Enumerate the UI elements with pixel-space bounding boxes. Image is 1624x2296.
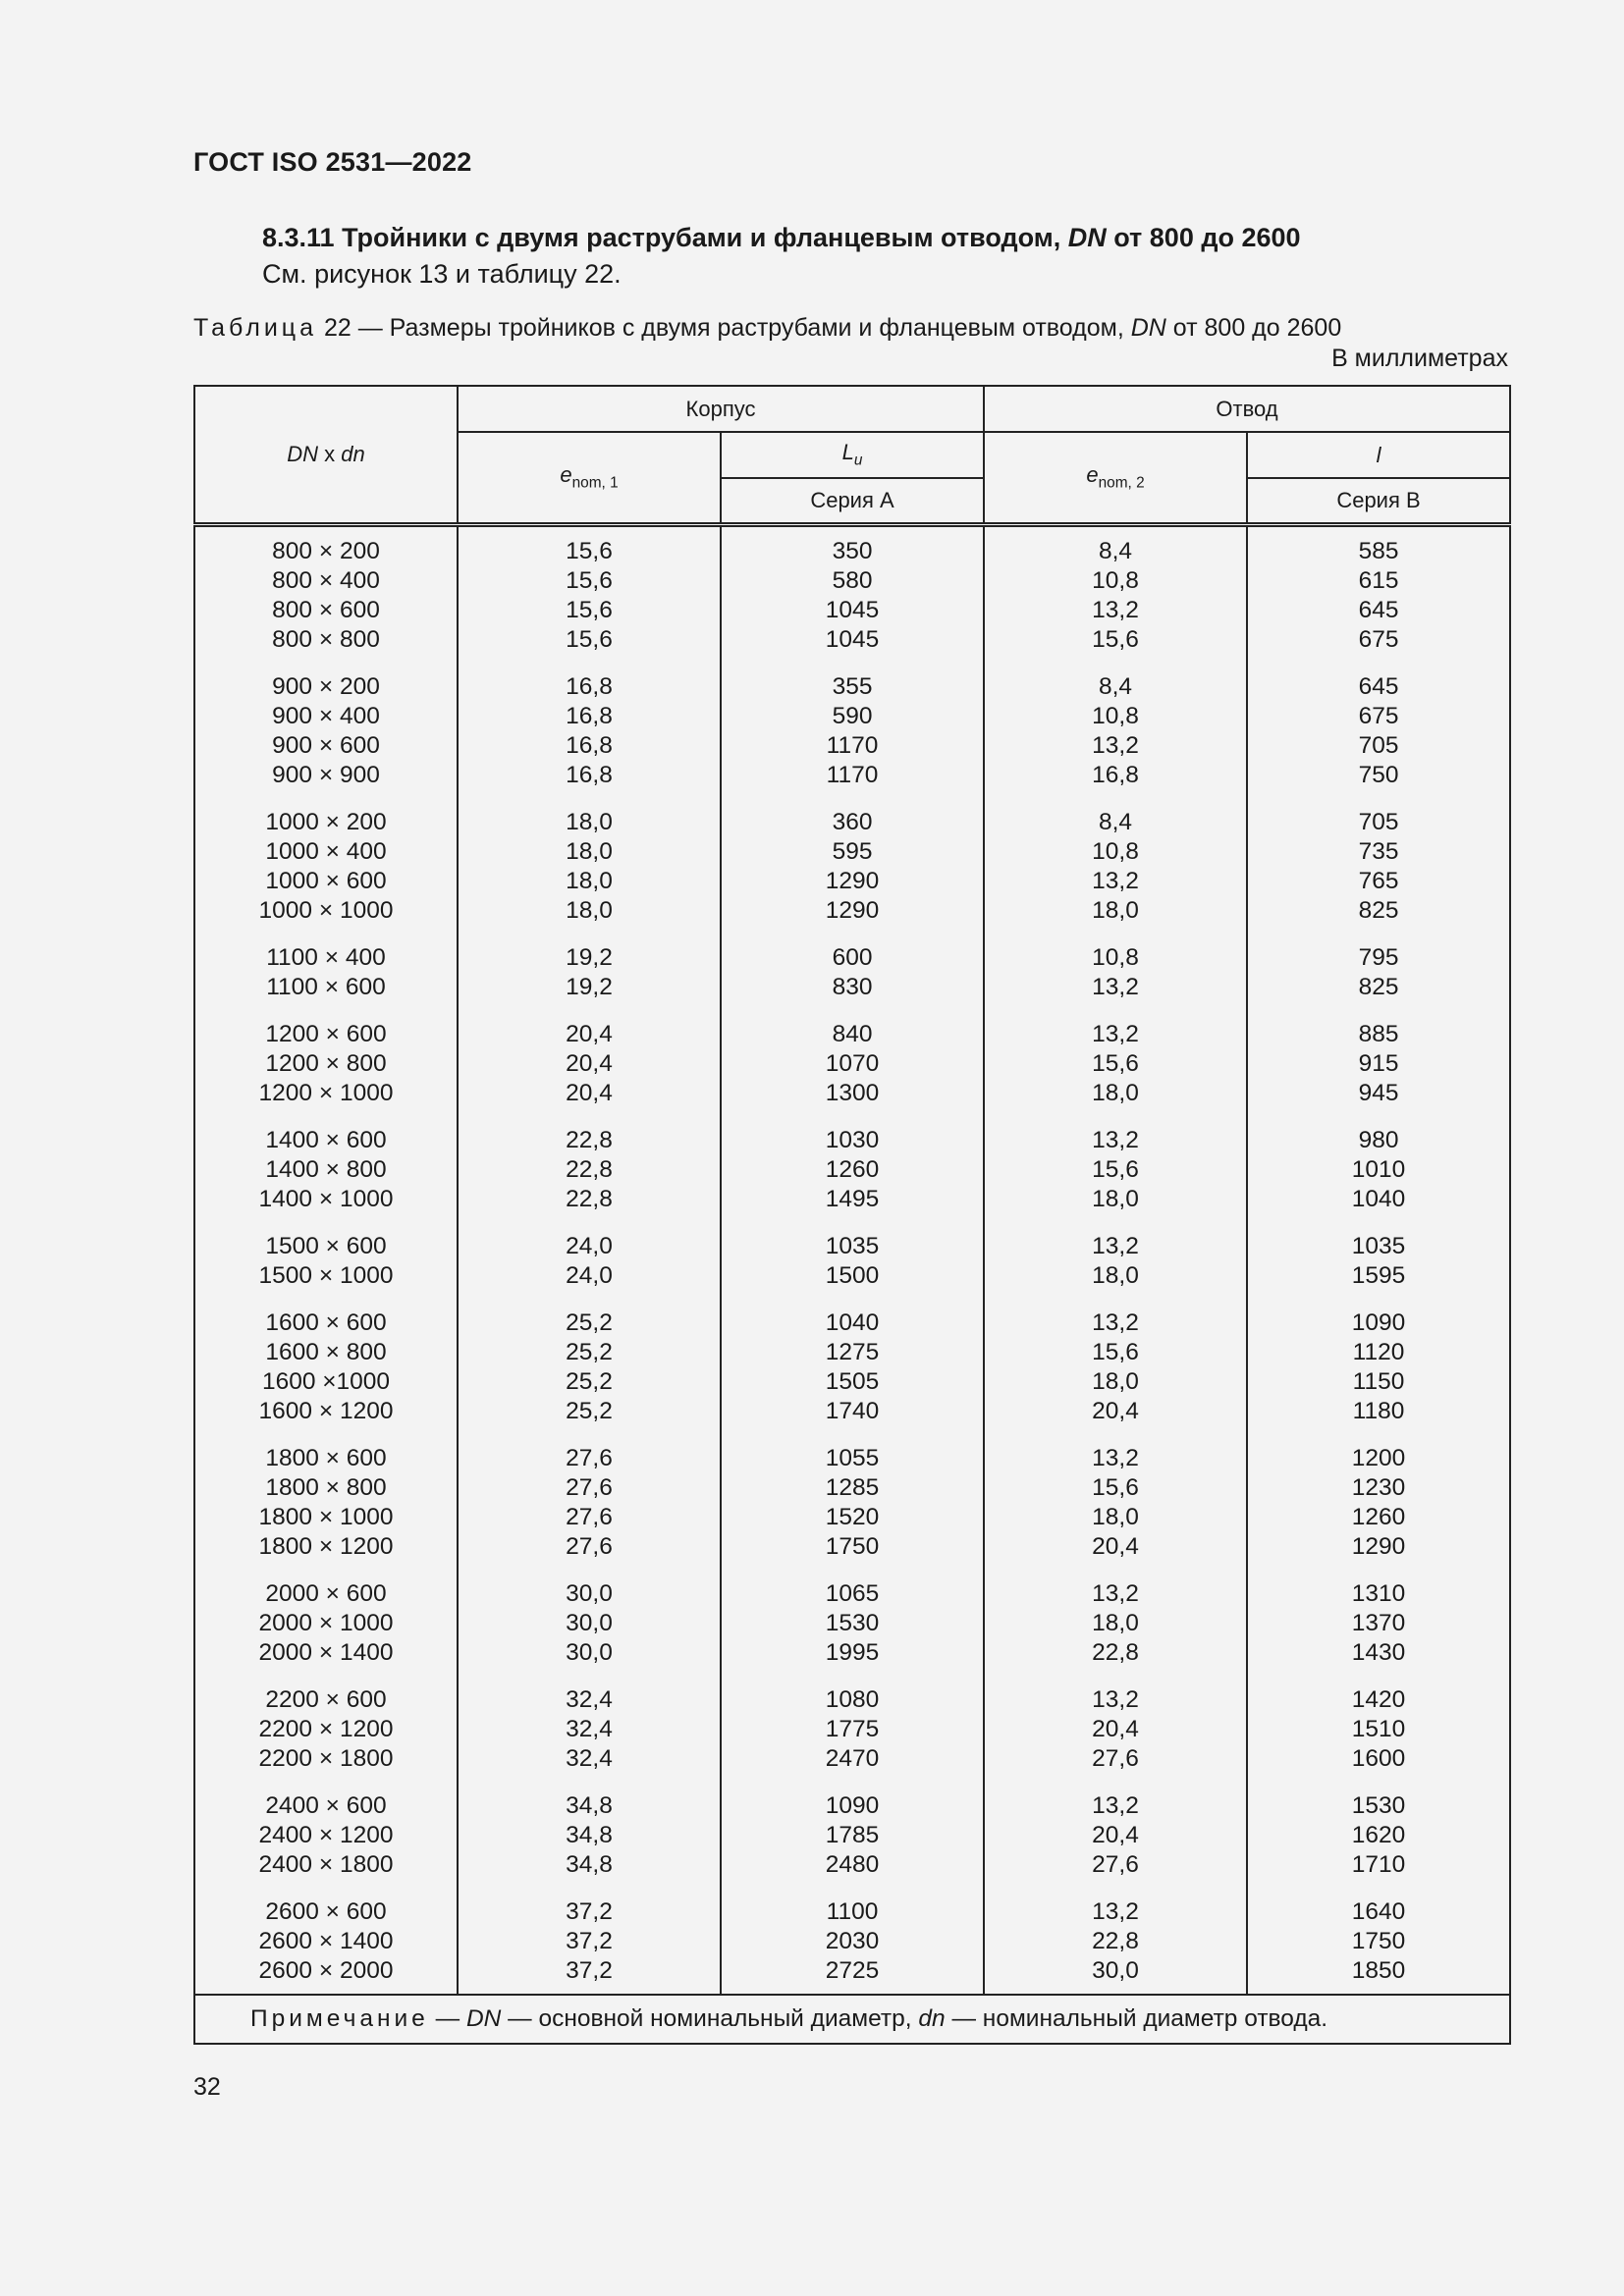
cell-lu-series-a: 840 xyxy=(721,1002,984,1049)
cell-e-nom-2: 13,2 xyxy=(984,731,1247,761)
document-header: ГОСТ ISO 2531—2022 xyxy=(193,147,472,177)
table-row xyxy=(194,702,1510,731)
cell-e-nom-1: 27,6 xyxy=(458,1426,721,1473)
cell-l-series-b: 765 xyxy=(1247,867,1510,896)
cell-e-nom-2: 13,2 xyxy=(984,1291,1247,1338)
col-group-branch: Отвод xyxy=(984,386,1510,432)
col-header-e-nom-2: $e_{nom, 2}$ xyxy=(984,432,1247,525)
cell-e-nom-1: 15,6 xyxy=(458,625,721,655)
cell-lu-series-a: 2470 xyxy=(721,1744,984,1774)
cell-dn: 900 × 400 xyxy=(194,702,458,731)
page-number: 32 xyxy=(193,2073,221,2101)
cell-l-series-b: 1260 xyxy=(1247,1503,1510,1532)
cell-l-series-b: 1200 xyxy=(1247,1426,1510,1473)
cell-dn: 1800 × 1200 xyxy=(194,1532,458,1562)
table-row xyxy=(194,1956,1510,1995)
cell-l-series-b: 1290 xyxy=(1247,1532,1510,1562)
cell-dn: 2600 × 1400 xyxy=(194,1927,458,1956)
cell-e-nom-2: 8,4 xyxy=(984,790,1247,837)
cell-dn: 1600 × 800 xyxy=(194,1338,458,1367)
table-row xyxy=(194,1338,1510,1367)
cell-e-nom-1: 32,4 xyxy=(458,1715,721,1744)
table-row xyxy=(194,1744,1510,1774)
table-row xyxy=(194,1503,1510,1532)
cell-dn: 2000 × 600 xyxy=(194,1562,458,1609)
cell-l-series-b: 1750 xyxy=(1247,1927,1510,1956)
cell-e-nom-1: 24,0 xyxy=(458,1214,721,1261)
cell-e-nom-2: 13,2 xyxy=(984,1774,1247,1821)
cell-e-nom-2: 27,6 xyxy=(984,1850,1247,1880)
cell-e-nom-2: 20,4 xyxy=(984,1715,1247,1744)
col-header-lu: $L_u$ xyxy=(721,432,984,478)
cell-l-series-b: 675 xyxy=(1247,625,1510,655)
cell-lu-series-a: 1275 xyxy=(721,1338,984,1367)
cell-e-nom-2: 20,4 xyxy=(984,1532,1247,1562)
cell-lu-series-a: 1285 xyxy=(721,1473,984,1503)
table-row xyxy=(194,761,1510,790)
cell-dn: 800 × 800 xyxy=(194,625,458,655)
cell-lu-series-a: 1750 xyxy=(721,1532,984,1562)
cell-dn: 1200 × 600 xyxy=(194,1002,458,1049)
table-row xyxy=(194,1291,1510,1338)
cell-e-nom-1: 25,2 xyxy=(458,1291,721,1338)
cell-e-nom-1: 22,8 xyxy=(458,1108,721,1155)
cell-l-series-b: 1420 xyxy=(1247,1668,1510,1715)
cell-dn: 900 × 900 xyxy=(194,761,458,790)
table-row xyxy=(194,1108,1510,1155)
col-header-series-a: Серия А xyxy=(721,478,984,525)
cell-e-nom-2: 15,6 xyxy=(984,1473,1247,1503)
cell-l-series-b: 585 xyxy=(1247,525,1510,567)
cell-e-nom-1: 16,8 xyxy=(458,655,721,702)
cell-lu-series-a: 1495 xyxy=(721,1185,984,1214)
table-row xyxy=(194,1397,1510,1426)
table-row xyxy=(194,625,1510,655)
cell-l-series-b: 915 xyxy=(1247,1049,1510,1079)
cell-e-nom-2: 13,2 xyxy=(984,1108,1247,1155)
cell-e-nom-1: 15,6 xyxy=(458,566,721,596)
table-row xyxy=(194,525,1510,567)
cell-e-nom-2: 15,6 xyxy=(984,625,1247,655)
cell-l-series-b: 1600 xyxy=(1247,1744,1510,1774)
cell-lu-series-a: 830 xyxy=(721,973,984,1002)
cell-dn: 1200 × 800 xyxy=(194,1049,458,1079)
cell-e-nom-1: 16,8 xyxy=(458,702,721,731)
cell-e-nom-1: 34,8 xyxy=(458,1774,721,1821)
cell-e-nom-2: 13,2 xyxy=(984,1880,1247,1927)
table-row xyxy=(194,1850,1510,1880)
cell-l-series-b: 735 xyxy=(1247,837,1510,867)
cell-e-nom-1: 37,2 xyxy=(458,1880,721,1927)
cell-dn: 1000 × 200 xyxy=(194,790,458,837)
cell-dn: 1400 × 800 xyxy=(194,1155,458,1185)
cell-dn: 2200 × 1200 xyxy=(194,1715,458,1744)
cell-l-series-b: 1150 xyxy=(1247,1367,1510,1397)
table-label: Таблица xyxy=(193,314,318,342)
cell-e-nom-1: 30,0 xyxy=(458,1638,721,1668)
cell-e-nom-1: 32,4 xyxy=(458,1744,721,1774)
cell-e-nom-2: 10,8 xyxy=(984,926,1247,973)
table-body xyxy=(194,525,1510,1996)
cell-e-nom-1: 27,6 xyxy=(458,1503,721,1532)
cell-lu-series-a: 1530 xyxy=(721,1609,984,1638)
cell-dn: 1100 × 400 xyxy=(194,926,458,973)
cell-e-nom-2: 13,2 xyxy=(984,1562,1247,1609)
cell-lu-series-a: 1065 xyxy=(721,1562,984,1609)
cell-e-nom-2: 13,2 xyxy=(984,596,1247,625)
cell-e-nom-2: 10,8 xyxy=(984,566,1247,596)
table-row xyxy=(194,867,1510,896)
cell-dn: 1100 × 600 xyxy=(194,973,458,1002)
cell-e-nom-1: 24,0 xyxy=(458,1261,721,1291)
cell-dn: 1800 × 800 xyxy=(194,1473,458,1503)
cell-e-nom-1: 25,2 xyxy=(458,1397,721,1426)
cell-l-series-b: 1040 xyxy=(1247,1185,1510,1214)
cell-dn: 1400 × 1000 xyxy=(194,1185,458,1214)
cell-e-nom-2: 18,0 xyxy=(984,1185,1247,1214)
cell-e-nom-2: 13,2 xyxy=(984,867,1247,896)
table-row xyxy=(194,1774,1510,1821)
cell-dn: 900 × 200 xyxy=(194,655,458,702)
cell-lu-series-a: 1035 xyxy=(721,1214,984,1261)
cell-l-series-b: 1850 xyxy=(1247,1956,1510,1995)
cell-e-nom-2: 10,8 xyxy=(984,837,1247,867)
cell-e-nom-2: 30,0 xyxy=(984,1956,1247,1995)
cell-l-series-b: 750 xyxy=(1247,761,1510,790)
cell-e-nom-1: 22,8 xyxy=(458,1185,721,1214)
cell-e-nom-2: 18,0 xyxy=(984,896,1247,926)
cell-l-series-b: 1090 xyxy=(1247,1291,1510,1338)
cell-dn: 800 × 600 xyxy=(194,596,458,625)
table-row xyxy=(194,655,1510,702)
cell-e-nom-2: 18,0 xyxy=(984,1503,1247,1532)
cell-l-series-b: 1035 xyxy=(1247,1214,1510,1261)
table-note: Примечание — DN — основной номинальный диаметр, dn — номинальный диаметр отвода. xyxy=(194,1995,1510,2044)
cell-lu-series-a: 1500 xyxy=(721,1261,984,1291)
cell-lu-series-a: 1995 xyxy=(721,1638,984,1668)
cell-l-series-b: 1430 xyxy=(1247,1638,1510,1668)
cell-lu-series-a: 2480 xyxy=(721,1850,984,1880)
cell-e-nom-2: 13,2 xyxy=(984,1426,1247,1473)
col-header-dn: DN x dn xyxy=(194,386,458,525)
table-row xyxy=(194,1079,1510,1108)
cell-e-nom-2: 16,8 xyxy=(984,761,1247,790)
table-row xyxy=(194,1002,1510,1049)
cell-dn: 1500 × 1000 xyxy=(194,1261,458,1291)
table-row xyxy=(194,1532,1510,1562)
cell-e-nom-1: 22,8 xyxy=(458,1155,721,1185)
cell-lu-series-a: 1170 xyxy=(721,731,984,761)
cell-dn: 2400 × 600 xyxy=(194,1774,458,1821)
cell-lu-series-a: 1300 xyxy=(721,1079,984,1108)
cell-l-series-b: 1595 xyxy=(1247,1261,1510,1291)
cell-e-nom-2: 15,6 xyxy=(984,1049,1247,1079)
cell-e-nom-2: 15,6 xyxy=(984,1155,1247,1185)
cell-l-series-b: 615 xyxy=(1247,566,1510,596)
table-row xyxy=(194,596,1510,625)
cell-dn: 2600 × 2000 xyxy=(194,1956,458,1995)
cell-lu-series-a: 1070 xyxy=(721,1049,984,1079)
table-row xyxy=(194,1426,1510,1473)
table-row xyxy=(194,896,1510,926)
table-row xyxy=(194,926,1510,973)
table-row xyxy=(194,566,1510,596)
cell-dn: 1000 × 1000 xyxy=(194,896,458,926)
table-row xyxy=(194,1261,1510,1291)
cell-lu-series-a: 580 xyxy=(721,566,984,596)
cell-lu-series-a: 2030 xyxy=(721,1927,984,1956)
cell-e-nom-2: 20,4 xyxy=(984,1397,1247,1426)
cell-dn: 2200 × 1800 xyxy=(194,1744,458,1774)
cell-l-series-b: 705 xyxy=(1247,790,1510,837)
cell-e-nom-1: 32,4 xyxy=(458,1668,721,1715)
cell-l-series-b: 825 xyxy=(1247,896,1510,926)
cell-lu-series-a: 1775 xyxy=(721,1715,984,1744)
cell-lu-series-a: 1290 xyxy=(721,867,984,896)
cell-l-series-b: 885 xyxy=(1247,1002,1510,1049)
table-row xyxy=(194,1473,1510,1503)
table-row xyxy=(194,1668,1510,1715)
cell-lu-series-a: 1740 xyxy=(721,1397,984,1426)
cell-e-nom-1: 16,8 xyxy=(458,731,721,761)
cell-l-series-b: 795 xyxy=(1247,926,1510,973)
cell-dn: 2600 × 600 xyxy=(194,1880,458,1927)
cell-e-nom-1: 25,2 xyxy=(458,1367,721,1397)
cell-dn: 900 × 600 xyxy=(194,731,458,761)
cell-l-series-b: 1640 xyxy=(1247,1880,1510,1927)
cell-e-nom-1: 27,6 xyxy=(458,1532,721,1562)
cell-e-nom-1: 15,6 xyxy=(458,596,721,625)
cell-dn: 1200 × 1000 xyxy=(194,1079,458,1108)
cell-e-nom-1: 19,2 xyxy=(458,926,721,973)
cell-dn: 1600 × 600 xyxy=(194,1291,458,1338)
cell-l-series-b: 1120 xyxy=(1247,1338,1510,1367)
cell-e-nom-2: 22,8 xyxy=(984,1927,1247,1956)
cell-e-nom-2: 8,4 xyxy=(984,655,1247,702)
cell-l-series-b: 1620 xyxy=(1247,1821,1510,1850)
cell-e-nom-1: 16,8 xyxy=(458,761,721,790)
cell-dn: 1000 × 400 xyxy=(194,837,458,867)
cell-e-nom-2: 15,6 xyxy=(984,1338,1247,1367)
cell-e-nom-1: 30,0 xyxy=(458,1609,721,1638)
table-row xyxy=(194,837,1510,867)
cell-e-nom-1: 18,0 xyxy=(458,896,721,926)
cell-lu-series-a: 2725 xyxy=(721,1956,984,1995)
cell-e-nom-1: 18,0 xyxy=(458,837,721,867)
cell-e-nom-2: 8,4 xyxy=(984,525,1247,567)
cell-lu-series-a: 590 xyxy=(721,702,984,731)
cell-lu-series-a: 355 xyxy=(721,655,984,702)
cell-e-nom-1: 27,6 xyxy=(458,1473,721,1503)
units-label: В миллиметрах xyxy=(1331,345,1508,372)
cell-dn: 1400 × 600 xyxy=(194,1108,458,1155)
table-row xyxy=(194,1609,1510,1638)
cell-e-nom-2: 10,8 xyxy=(984,702,1247,731)
cell-e-nom-2: 18,0 xyxy=(984,1367,1247,1397)
cell-e-nom-1: 18,0 xyxy=(458,790,721,837)
table-caption: Таблица 22 — Размеры тройников с двумя раструбами и фланцевым отводом, DN от 800 до 2600 xyxy=(193,314,1342,342)
cell-dn: 2400 × 1800 xyxy=(194,1850,458,1880)
cell-lu-series-a: 1045 xyxy=(721,596,984,625)
cell-e-nom-2: 20,4 xyxy=(984,1821,1247,1850)
cell-lu-series-a: 1170 xyxy=(721,761,984,790)
cell-l-series-b: 1370 xyxy=(1247,1609,1510,1638)
cell-l-series-b: 1530 xyxy=(1247,1774,1510,1821)
dimensions-table xyxy=(193,385,1511,2045)
cell-lu-series-a: 1260 xyxy=(721,1155,984,1185)
cell-dn: 1500 × 600 xyxy=(194,1214,458,1261)
cell-dn: 1600 ×1000 xyxy=(194,1367,458,1397)
cell-e-nom-1: 34,8 xyxy=(458,1850,721,1880)
cell-e-nom-1: 20,4 xyxy=(458,1079,721,1108)
cell-dn: 1000 × 600 xyxy=(194,867,458,896)
cell-e-nom-1: 37,2 xyxy=(458,1956,721,1995)
col-header-series-b: Серия В xyxy=(1247,478,1510,525)
cell-dn: 2000 × 1400 xyxy=(194,1638,458,1668)
cell-dn: 1800 × 600 xyxy=(194,1426,458,1473)
table-row xyxy=(194,1927,1510,1956)
cell-l-series-b: 1710 xyxy=(1247,1850,1510,1880)
cell-e-nom-2: 13,2 xyxy=(984,1002,1247,1049)
cell-lu-series-a: 1030 xyxy=(721,1108,984,1155)
cell-l-series-b: 980 xyxy=(1247,1108,1510,1155)
table-row xyxy=(194,1367,1510,1397)
cell-l-series-b: 1230 xyxy=(1247,1473,1510,1503)
table-row xyxy=(194,973,1510,1002)
cell-lu-series-a: 350 xyxy=(721,525,984,567)
cell-e-nom-1: 34,8 xyxy=(458,1821,721,1850)
cell-e-nom-2: 13,2 xyxy=(984,1668,1247,1715)
cell-dn: 800 × 200 xyxy=(194,525,458,567)
cell-lu-series-a: 1040 xyxy=(721,1291,984,1338)
cell-dn: 1800 × 1000 xyxy=(194,1503,458,1532)
col-group-body: Корпус xyxy=(458,386,984,432)
table-row xyxy=(194,1821,1510,1850)
cell-lu-series-a: 1080 xyxy=(721,1668,984,1715)
cell-l-series-b: 1180 xyxy=(1247,1397,1510,1426)
table-row xyxy=(194,1214,1510,1261)
table-row xyxy=(194,1715,1510,1744)
cell-l-series-b: 945 xyxy=(1247,1079,1510,1108)
table-row xyxy=(194,1638,1510,1668)
table-row xyxy=(194,1049,1510,1079)
section-reference: См. рисунок 13 и таблицу 22. xyxy=(262,259,622,289)
cell-lu-series-a: 1505 xyxy=(721,1367,984,1397)
table-row xyxy=(194,1880,1510,1927)
cell-lu-series-a: 1045 xyxy=(721,625,984,655)
cell-e-nom-2: 18,0 xyxy=(984,1609,1247,1638)
cell-e-nom-1: 30,0 xyxy=(458,1562,721,1609)
section-title: 8.3.11 Тройники с двумя раструбами и фланцевым отводом, DN от 800 до 2600 xyxy=(262,223,1301,252)
cell-lu-series-a: 1290 xyxy=(721,896,984,926)
cell-e-nom-1: 19,2 xyxy=(458,973,721,1002)
cell-lu-series-a: 1100 xyxy=(721,1880,984,1927)
cell-dn: 2200 × 600 xyxy=(194,1668,458,1715)
table-row xyxy=(194,790,1510,837)
cell-l-series-b: 1010 xyxy=(1247,1155,1510,1185)
cell-e-nom-2: 13,2 xyxy=(984,1214,1247,1261)
cell-e-nom-2: 18,0 xyxy=(984,1261,1247,1291)
cell-l-series-b: 645 xyxy=(1247,655,1510,702)
cell-e-nom-1: 15,6 xyxy=(458,525,721,567)
cell-e-nom-1: 20,4 xyxy=(458,1049,721,1079)
cell-dn: 2000 × 1000 xyxy=(194,1609,458,1638)
cell-e-nom-1: 18,0 xyxy=(458,867,721,896)
cell-l-series-b: 1310 xyxy=(1247,1562,1510,1609)
cell-dn: 1600 × 1200 xyxy=(194,1397,458,1426)
cell-l-series-b: 705 xyxy=(1247,731,1510,761)
cell-lu-series-a: 1785 xyxy=(721,1821,984,1850)
table-row xyxy=(194,1185,1510,1214)
cell-dn: 800 × 400 xyxy=(194,566,458,596)
cell-lu-series-a: 1090 xyxy=(721,1774,984,1821)
col-header-e-nom-1: $e_{nom, 1}$ xyxy=(458,432,721,525)
table-row xyxy=(194,1562,1510,1609)
cell-e-nom-2: 13,2 xyxy=(984,973,1247,1002)
cell-lu-series-a: 595 xyxy=(721,837,984,867)
cell-dn: 2400 × 1200 xyxy=(194,1821,458,1850)
cell-l-series-b: 645 xyxy=(1247,596,1510,625)
cell-e-nom-1: 37,2 xyxy=(458,1927,721,1956)
table-row xyxy=(194,1155,1510,1185)
cell-lu-series-a: 360 xyxy=(721,790,984,837)
cell-l-series-b: 675 xyxy=(1247,702,1510,731)
col-header-l: l xyxy=(1247,432,1510,478)
cell-lu-series-a: 600 xyxy=(721,926,984,973)
cell-lu-series-a: 1520 xyxy=(721,1503,984,1532)
cell-e-nom-2: 27,6 xyxy=(984,1744,1247,1774)
cell-e-nom-2: 18,0 xyxy=(984,1079,1247,1108)
cell-lu-series-a: 1055 xyxy=(721,1426,984,1473)
table-row xyxy=(194,731,1510,761)
cell-e-nom-1: 25,2 xyxy=(458,1338,721,1367)
cell-l-series-b: 825 xyxy=(1247,973,1510,1002)
cell-e-nom-1: 20,4 xyxy=(458,1002,721,1049)
cell-l-series-b: 1510 xyxy=(1247,1715,1510,1744)
cell-e-nom-2: 22,8 xyxy=(984,1638,1247,1668)
